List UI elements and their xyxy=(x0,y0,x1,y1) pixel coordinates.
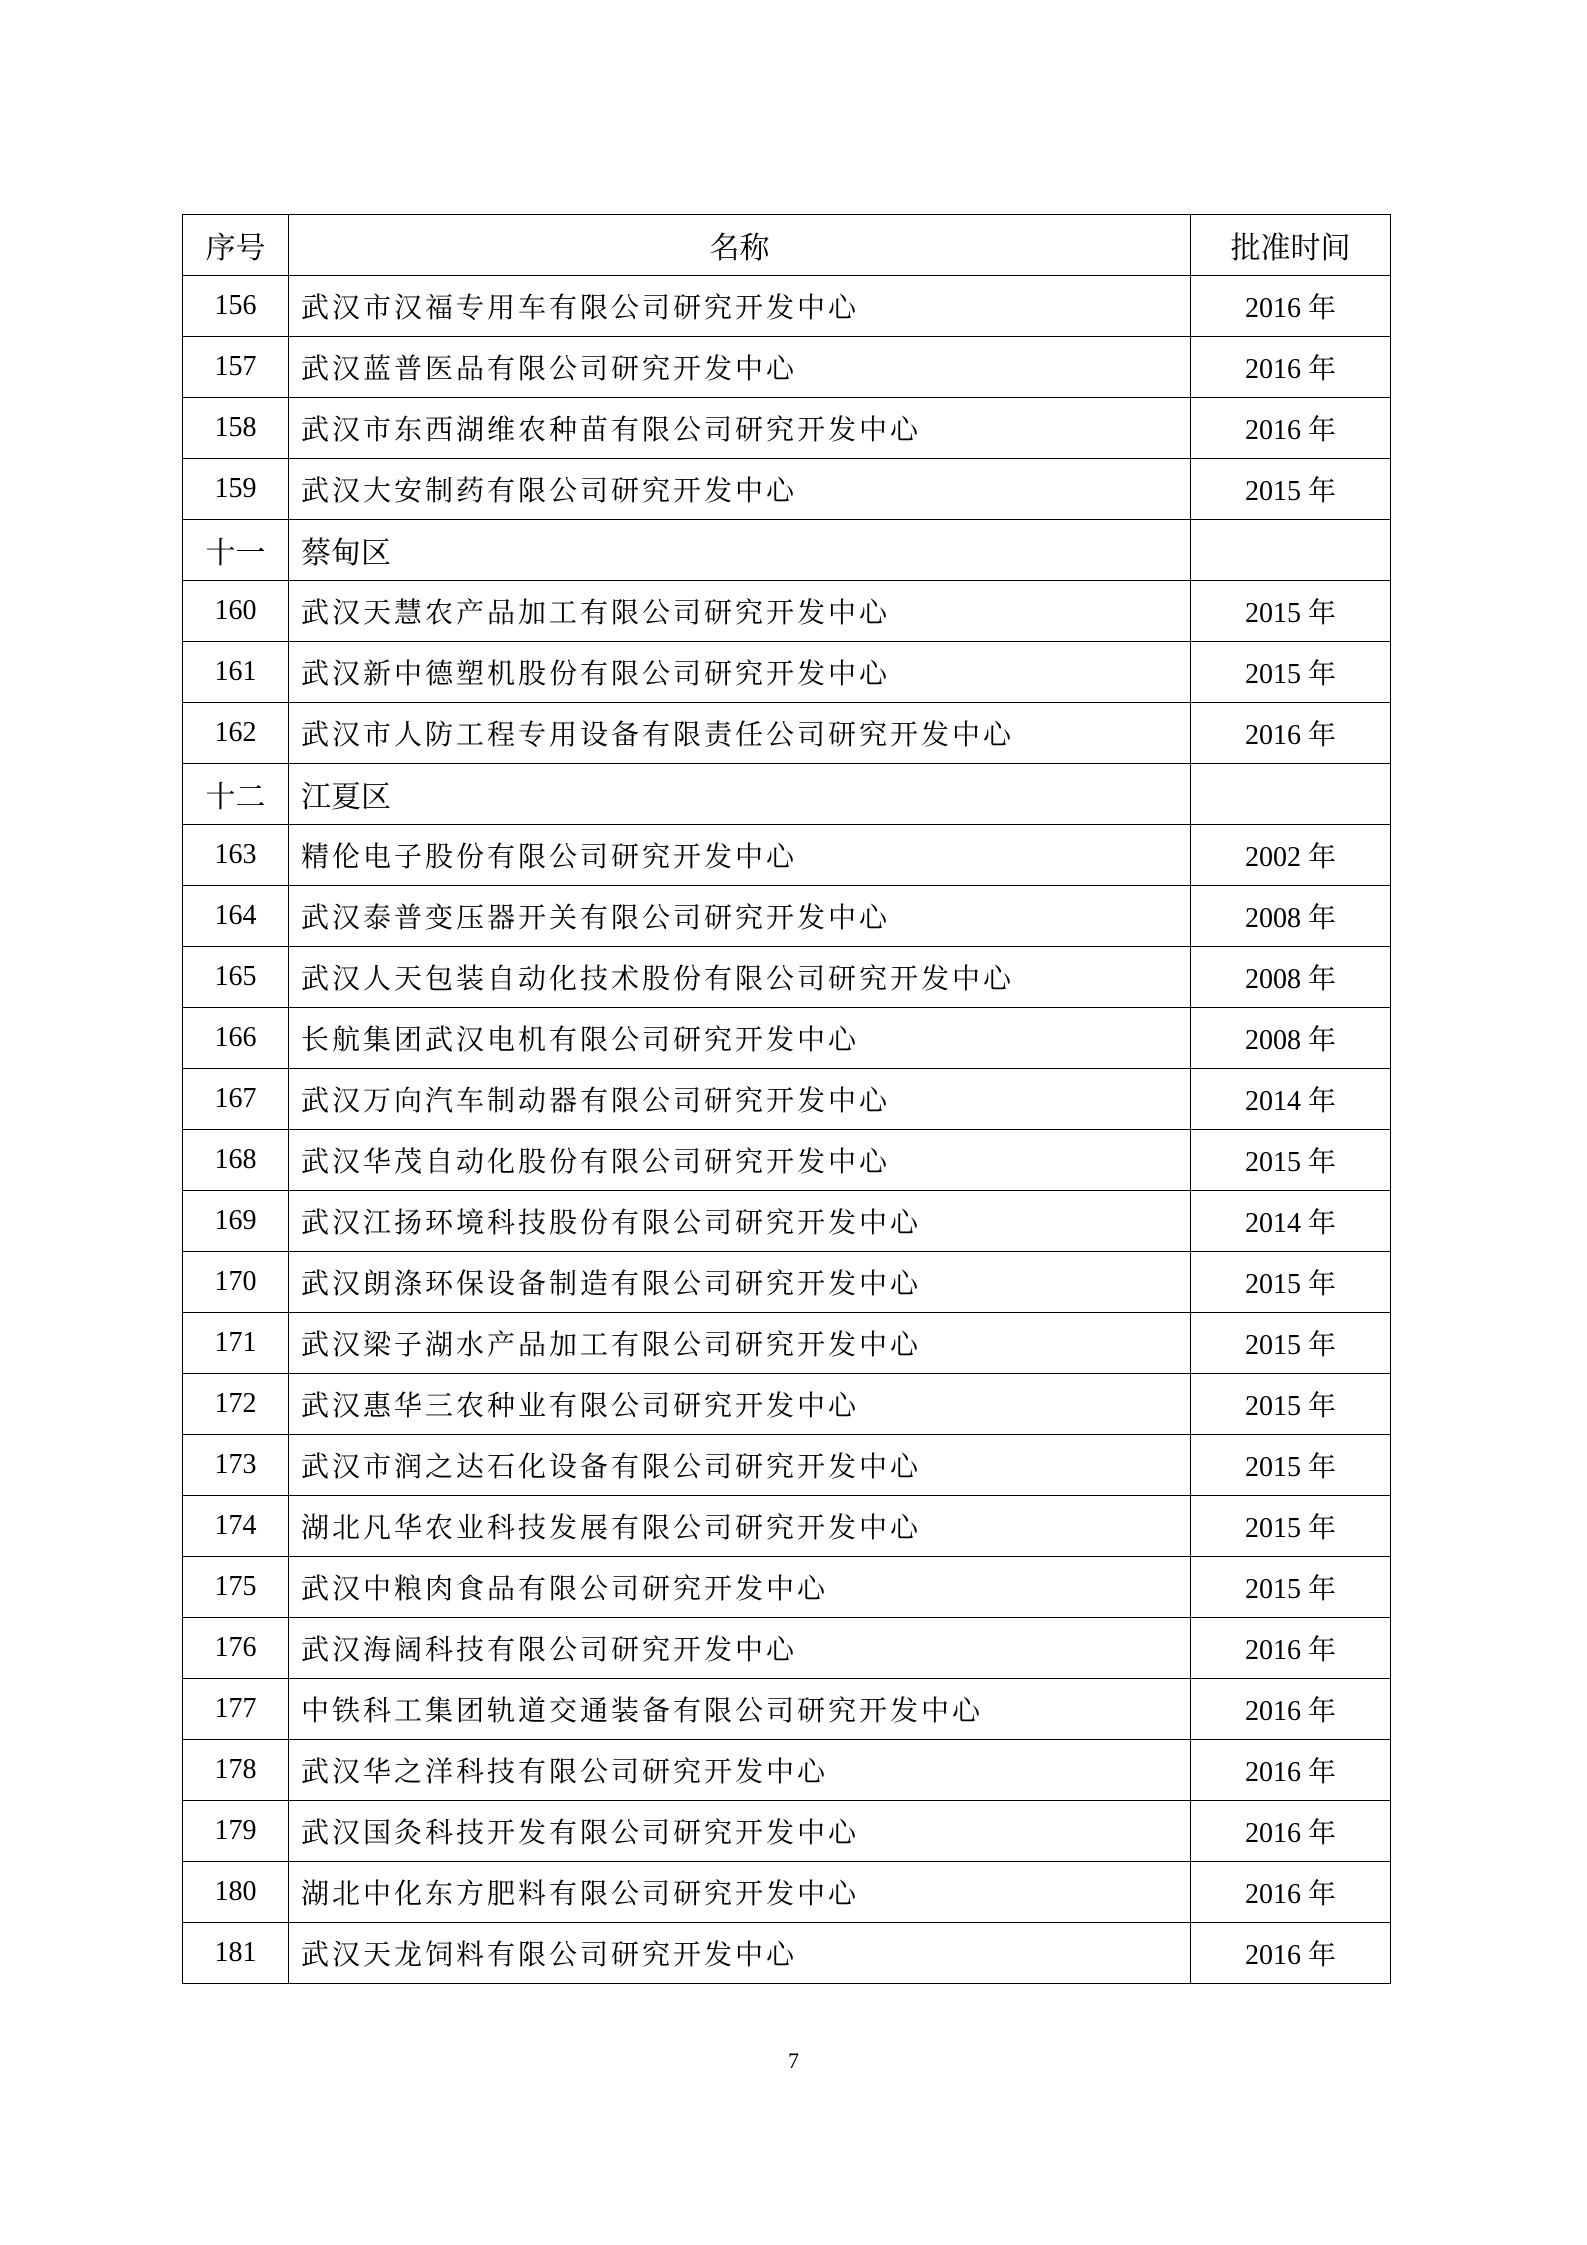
table-row xyxy=(183,642,1391,703)
table-row xyxy=(183,337,1391,398)
row-approval-date: 2015 年 xyxy=(1191,1252,1391,1313)
table-row xyxy=(183,581,1391,642)
row-approval-date: 2015 年 xyxy=(1191,1313,1391,1374)
row-serial-number: 158 xyxy=(183,398,289,459)
row-approval-date: 2002 年 xyxy=(1191,825,1391,886)
row-serial-number: 181 xyxy=(183,1923,289,1984)
table-row xyxy=(183,947,1391,1008)
row-approval-date xyxy=(1191,764,1391,825)
table-row xyxy=(183,1313,1391,1374)
row-approval-date: 2015 年 xyxy=(1191,1130,1391,1191)
row-serial-number: 178 xyxy=(183,1740,289,1801)
row-approval-date: 2015 年 xyxy=(1191,459,1391,520)
row-serial-number: 167 xyxy=(183,1069,289,1130)
row-name: 武汉市汉福专用车有限公司研究开发中心 xyxy=(289,276,1191,337)
table-row xyxy=(183,703,1391,764)
row-serial-number: 163 xyxy=(183,825,289,886)
row-approval-date: 2008 年 xyxy=(1191,1008,1391,1069)
table-row xyxy=(183,1801,1391,1862)
row-approval-date: 2016 年 xyxy=(1191,1801,1391,1862)
row-serial-number: 174 xyxy=(183,1496,289,1557)
table-row xyxy=(183,1008,1391,1069)
page-number: 7 xyxy=(788,2048,799,2073)
row-name: 武汉蓝普医品有限公司研究开发中心 xyxy=(289,337,1191,398)
row-name: 武汉市东西湖维农种苗有限公司研究开发中心 xyxy=(289,398,1191,459)
section-row xyxy=(183,764,1391,825)
row-name: 武汉新中德塑机股份有限公司研究开发中心 xyxy=(289,642,1191,703)
row-name: 湖北凡华农业科技发展有限公司研究开发中心 xyxy=(289,1496,1191,1557)
row-approval-date: 2014 年 xyxy=(1191,1191,1391,1252)
row-approval-date: 2016 年 xyxy=(1191,1862,1391,1923)
row-name: 武汉泰普变压器开关有限公司研究开发中心 xyxy=(289,886,1191,947)
table-row xyxy=(183,1618,1391,1679)
row-name: 武汉大安制药有限公司研究开发中心 xyxy=(289,459,1191,520)
section-number: 十二 xyxy=(183,764,289,825)
row-approval-date: 2016 年 xyxy=(1191,337,1391,398)
row-serial-number: 169 xyxy=(183,1191,289,1252)
table-row xyxy=(183,1740,1391,1801)
row-approval-date: 2008 年 xyxy=(1191,886,1391,947)
table-row xyxy=(183,1557,1391,1618)
row-name: 武汉江扬环境科技股份有限公司研究开发中心 xyxy=(289,1191,1191,1252)
row-name: 武汉天慧农产品加工有限公司研究开发中心 xyxy=(289,581,1191,642)
row-approval-date: 2016 年 xyxy=(1191,1740,1391,1801)
row-approval-date xyxy=(1191,520,1391,581)
table-row xyxy=(183,1496,1391,1557)
row-serial-number: 173 xyxy=(183,1435,289,1496)
row-name: 武汉人天包装自动化技术股份有限公司研究开发中心 xyxy=(289,947,1191,1008)
header-approval-date: 批准时间 xyxy=(1191,215,1391,276)
row-name: 武汉华之洋科技有限公司研究开发中心 xyxy=(289,1740,1191,1801)
row-approval-date: 2016 年 xyxy=(1191,276,1391,337)
row-name: 武汉惠华三农种业有限公司研究开发中心 xyxy=(289,1374,1191,1435)
row-approval-date: 2015 年 xyxy=(1191,1557,1391,1618)
section-row xyxy=(183,520,1391,581)
row-approval-date: 2016 年 xyxy=(1191,1923,1391,1984)
row-serial-number: 171 xyxy=(183,1313,289,1374)
row-serial-number: 179 xyxy=(183,1801,289,1862)
row-serial-number: 162 xyxy=(183,703,289,764)
row-name: 武汉朗涤环保设备制造有限公司研究开发中心 xyxy=(289,1252,1191,1313)
row-serial-number: 156 xyxy=(183,276,289,337)
row-name: 武汉华茂自动化股份有限公司研究开发中心 xyxy=(289,1130,1191,1191)
row-name: 精伦电子股份有限公司研究开发中心 xyxy=(289,825,1191,886)
section-number: 十一 xyxy=(183,520,289,581)
row-name: 武汉中粮肉食品有限公司研究开发中心 xyxy=(289,1557,1191,1618)
section-title: 蔡甸区 xyxy=(289,520,1191,581)
table-row xyxy=(183,398,1391,459)
table-row xyxy=(183,886,1391,947)
row-serial-number: 176 xyxy=(183,1618,289,1679)
row-name: 武汉天龙饲料有限公司研究开发中心 xyxy=(289,1923,1191,1984)
table-row xyxy=(183,1435,1391,1496)
row-name: 武汉国灸科技开发有限公司研究开发中心 xyxy=(289,1801,1191,1862)
row-serial-number: 177 xyxy=(183,1679,289,1740)
header-name: 名称 xyxy=(289,215,1191,276)
row-serial-number: 165 xyxy=(183,947,289,1008)
table-row xyxy=(183,1069,1391,1130)
header-serial-number: 序号 xyxy=(183,215,289,276)
row-approval-date: 2015 年 xyxy=(1191,581,1391,642)
row-serial-number: 159 xyxy=(183,459,289,520)
row-name: 中铁科工集团轨道交通装备有限公司研究开发中心 xyxy=(289,1679,1191,1740)
row-approval-date: 2015 年 xyxy=(1191,642,1391,703)
table-row xyxy=(183,1862,1391,1923)
row-serial-number: 161 xyxy=(183,642,289,703)
table-row xyxy=(183,1923,1391,1984)
row-approval-date: 2008 年 xyxy=(1191,947,1391,1008)
row-serial-number: 168 xyxy=(183,1130,289,1191)
table-row xyxy=(183,1130,1391,1191)
row-serial-number: 170 xyxy=(183,1252,289,1313)
row-serial-number: 175 xyxy=(183,1557,289,1618)
row-name: 武汉梁子湖水产品加工有限公司研究开发中心 xyxy=(289,1313,1191,1374)
row-serial-number: 164 xyxy=(183,886,289,947)
table-row xyxy=(183,459,1391,520)
row-serial-number: 166 xyxy=(183,1008,289,1069)
row-approval-date: 2016 年 xyxy=(1191,398,1391,459)
row-name: 武汉万向汽车制动器有限公司研究开发中心 xyxy=(289,1069,1191,1130)
row-name: 武汉市润之达石化设备有限公司研究开发中心 xyxy=(289,1435,1191,1496)
row-approval-date: 2015 年 xyxy=(1191,1374,1391,1435)
row-serial-number: 172 xyxy=(183,1374,289,1435)
row-serial-number: 157 xyxy=(183,337,289,398)
table-row xyxy=(183,1679,1391,1740)
row-approval-date: 2014 年 xyxy=(1191,1069,1391,1130)
section-title: 江夏区 xyxy=(289,764,1191,825)
table-header-row xyxy=(183,215,1391,276)
table-body xyxy=(183,276,1391,1984)
row-approval-date: 2016 年 xyxy=(1191,703,1391,764)
row-approval-date: 2016 年 xyxy=(1191,1618,1391,1679)
row-approval-date: 2015 年 xyxy=(1191,1435,1391,1496)
row-name: 湖北中化东方肥料有限公司研究开发中心 xyxy=(289,1862,1191,1923)
row-name: 武汉海阔科技有限公司研究开发中心 xyxy=(289,1618,1191,1679)
research-center-table xyxy=(182,214,1391,1984)
table-row xyxy=(183,1374,1391,1435)
table-row xyxy=(183,1191,1391,1252)
row-serial-number: 180 xyxy=(183,1862,289,1923)
table-row xyxy=(183,276,1391,337)
row-name: 武汉市人防工程专用设备有限责任公司研究开发中心 xyxy=(289,703,1191,764)
table-row xyxy=(183,825,1391,886)
row-serial-number: 160 xyxy=(183,581,289,642)
row-name: 长航集团武汉电机有限公司研究开发中心 xyxy=(289,1008,1191,1069)
table-row xyxy=(183,1252,1391,1313)
row-approval-date: 2015 年 xyxy=(1191,1496,1391,1557)
row-approval-date: 2016 年 xyxy=(1191,1679,1391,1740)
